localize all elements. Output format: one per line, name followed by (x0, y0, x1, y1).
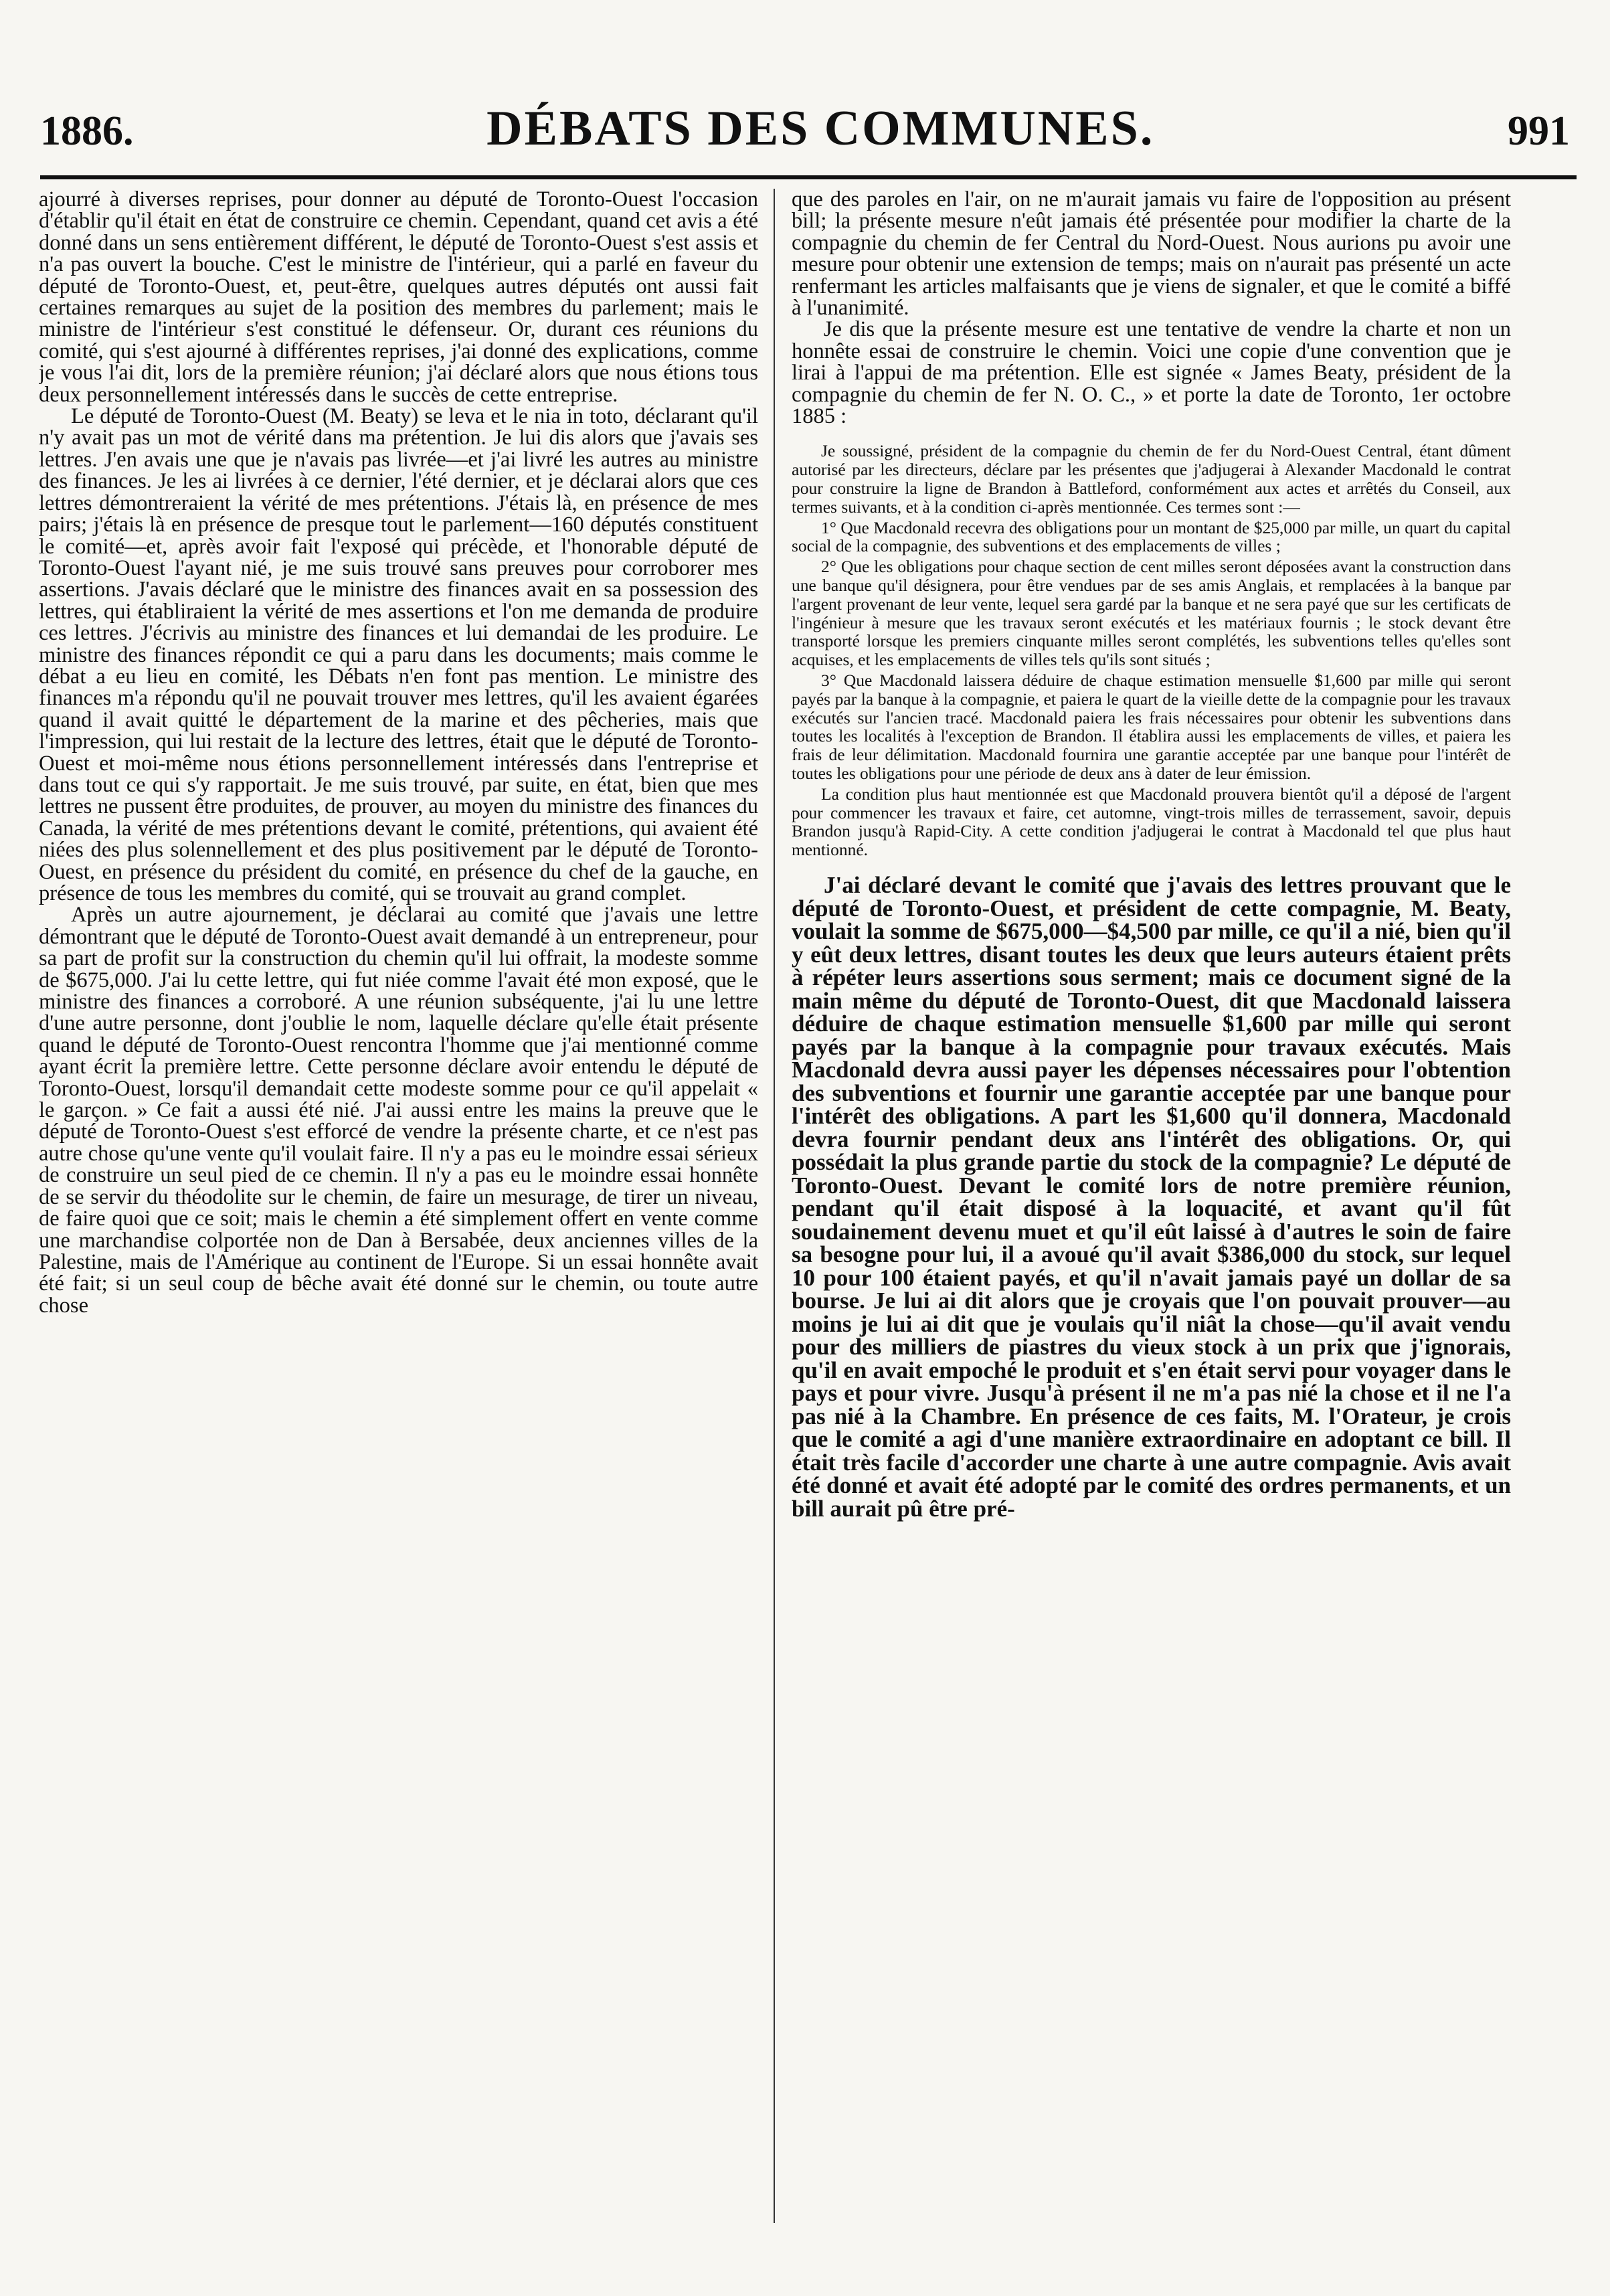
left-paragraph-3: Après un autre ajournement, je déclarai au comité que j'avais une lettre démontrant que le député de Toronto-Ouest avait demandé à un entrepreneur, pour sa part de profit sur la construction du chemin qu'il lui offrait, la modeste somme de $675,000. J'ai lu cette lettre, qui fut niée comme l'avait été mon exposé, que le ministre des finances a corroboré. A une réunion subséquente, j'ai lu une lettre d'une autre personne, dont j'oublie le nom, laquelle déclare qu'elle était présente quand le député de Toronto-Ouest rencontra l'homme que j'ai mentionné comme ayant écrit la première lettre. Cette personne déclare avoir entendu le député de Toronto-Ouest, lorsqu'il demandait cette modeste somme pour ce qu'il appelait « le garçon. » Ce fait a aussi été nié. J'ai aussi entre les mains la preuve que le député de Toronto-Ouest s'est efforcé de vendre la présente charte, et ce n'est pas autre chose qu'une vente qu'il voulait faire. Il n'y a pas eu le moindre essai sérieux de construire un seul pied de ce chemin. Il n'y a pas eu le moindre essai honnête de se servir du théodolite sur le chemin, de faire un mesurage, de tirer un niveau, de faire quoi que ce soit; mais le chemin a été simplement offert en vente comme une marchandise colportée non de Dan à Bersabée, deux anciennes villes de la Palestine, mais de l'Amérique au continent de l'Europe. Si un essai honnête avait été fait; si un seul coup de bêche avait été donné sur le chemin, ou toute autre chose (39, 903, 758, 1318)
page-number: 991 (1508, 108, 1570, 154)
quoted-agreement (792, 442, 1511, 859)
page-year: 1886. (40, 108, 134, 154)
left-paragraph-1: ajourré à diverses reprises, pour donner au député de Toronto-Ouest l'occasion d'établir qu'il était en état de construire ce chemin. Cependant, quand cet avis a été donné dans un sens entièrement différent, le député de Toronto-Ouest s'est assis et n'a pas ouvert la bouche. C'est le ministre de l'intérieur, qui a parlé en faveur du député de Toronto-Ouest, et, peut-être, quelques autres députés ont aussi fait certaines remarques au sujet de la position des membres du parlement; mais le ministre de l'intérieur s'est constitué le défenseur. Or, durant ces réunions du comité, qui s'est ajourné à différentes reprises, j'ai donné des explications, comme je vous l'ai dit, lors de la première réunion; j'ai déclaré alors que nous étions tous deux personnellement intéressés dans le succès de cette entreprise. (39, 189, 758, 407)
left-column (39, 189, 758, 2230)
page-header (40, 100, 1570, 174)
column-divider (774, 189, 775, 2223)
quote-paragraph-1: Je soussigné, président de la compagnie du chemin de fer du Nord-Ouest Central, étant dûment autorisé par les directeurs, déclare par les présentes que j'adjugerai à Alexander Macdonald le contrat pour construire la ligne de Brandon à Battleford, conformément aux actes et arrêtés du Conseil, aux termes suivants, et à la condition ci-après mentionnée. Ces termes sont :— (792, 441, 1511, 517)
running-title: DÉBATS DES COMMUNES. (486, 101, 1155, 156)
right-paragraph-3: J'ai déclaré devant le comité que j'avais des lettres prouvant que le député de Toronto-Ouest, et président de cette compagnie, M. Beaty, voulait la somme de $675,000—$4,500 par mille, ce qu'il a nié, bien qu'il y eût deux lettres, disant toutes les deux que leurs auteurs étaient prêts à répéter leurs assertions sous serment; mais ce document signé de la main même du député de Toronto-Ouest, dit que Macdonald laissera déduire de chaque estimation mensuelle $1,600 par mille qui seront payés par la banque à la compagnie pour travaux exécutés. Mais Macdonald devra aussi payer les dépenses nécessaires pour l'obtention des subventions et fournir une garantie acceptée par une banque pour l'intérêt des obligations. A part les $1,600 qu'il donnera, Macdonald devra fournir pendant deux ans l'intérêt des obligations. Or, qui possédait la plus grande partie du stock de la compagnie? Le député de Toronto-Ouest. Devant le comité lors de notre première réunion, pendant qu'il était disposé à la loquacité, et avant qu'il fût soudainement devenu muet et qu'il eût laissé à d'autres le soin de faire sa besogne pour lui, il a avoué qu'il avait $386,000 du stock, sur lequel 10 pour 100 étaient payés, et qu'il n'avait jamais payé un dollar de sa bourse. Je lui ai dit alors que je croyais que l'on pouvait prouver—au moins je lui ai dit que je voulais qu'il niât la chose—qu'il avait vendu pour des milliers de piastres du vieux stock à un prix que j'ignorais, qu'il en avait empoché le produit et s'en était servi pour voyager dans le pays et pour vivre. Jusqu'à présent il ne m'a pas nié la chose et il ne l'a pas nié à la Chambre. En présence de ces faits, M. l'Orateur, je crois que le comité a agi d'une manière extraordinaire en adoptant ce bill. Il était très facile d'accorder une charte à une autre compagnie. Avis avait été donné et avait été adopté par le comité des ordres permanents, et un bill aurait pû être pré- (792, 872, 1511, 1522)
right-column (792, 189, 1511, 2230)
right-paragraph-1: que des paroles en l'air, on ne m'aurait jamais vu faire de l'opposition au présent bill; la présente mesure n'eût jamais été présentée pour modifier la charte de la compagnie du chemin de fer Central du Nord-Ouest. Nous aurions pu avoir une mesure pour obtenir une extension de temps; mais on n'aurait pas présenté un acte renfermant les articles malfaisants que je viens de signaler, et que le comité a biffé à l'unanimité. (792, 189, 1511, 321)
header-rule (40, 175, 1577, 179)
left-paragraph-2: Le député de Toronto-Ouest (M. Beaty) se leva et le nia in toto, déclarant qu'il n'y avait pas un mot de vérité dans ma prétention. Je lui dis alors que j'avais ses lettres. J'en avais une que je n'avais pas livrée—et j'ai livré les autres au ministre des finances. Je les ai livrées à ce dernier, l'été dernier, et je déclarai alors que ces lettres démontreraient la vérité de mes prétentions. J'étais là, en présence de mes pairs; j'étais là en présence de presque tout le parlement—160 députés constituent le comité—et, après avoir fait l'exposé qui précède, et l'honorable député de Toronto-Ouest l'ayant nié, je me suis trouvé sans preuves pour corroborer mes assertions. J'avais déclaré que le ministre des finances avait en sa possession des lettres, qui établiraient la vérité de mes assertions et l'on me demanda de produire ces lettres. J'écrivis au ministre des finances et lui demandai de les produire. Le ministre des finances répondit ce qui a paru dans les documents; mais comme le débat a eu lieu en comité, les Débats n'en font pas mention. Le ministre des finances m'a répondu qu'il ne pouvait trouver mes lettres, qu'il les avaient égarées quand il avait quitté le département de la marine et des pêcheries, mais que l'impression, qui lui restait de la lecture des lettres, était que le député de Toronto-Ouest et moi-même nous étions personnellement intéressés dans l'entreprise et dans tout ce qui s'y rapportait. Je me suis trouvé, par suite, en état, bien que mes lettres ne pussent être produites, de prouver, au moyen du ministre des finances du Canada, la vérité de mes prétentions devant le comité, prétentions, qui avaient été niées des plus solennellement et des plus positivement par le député de Toronto-Ouest, en présence du président du comité, en présence du chef de la gauche, en présence de tous les membres du comité, qui se trouvait au grand complet. (39, 404, 758, 905)
right-after-quote (792, 874, 1511, 1520)
right-paragraph-2: Je dis que la présente mesure est une tentative de vendre la charte et non un honnête essai de construire le chemin. Voici une copie d'une convention que je lirai à l'appui de ma prétention. Elle est signée « James Beaty, président de la compagnie du chemin de fer N. O. C., » et porte la date de Toronto, 1er octobre 1885 : (792, 317, 1511, 429)
quote-paragraph-2: 1° Que Macdonald recevra des obligations pour un montant de $25,000 par mille, un quart du capital social de la compagnie, des subventions et des emplacements de villes ; (792, 517, 1511, 556)
quote-paragraph-3: 2° Que les obligations pour chaque section de cent milles seront déposées avant la construction dans une banque qu'il désignera, pour être vendues par de ses amis Anglais, et remplacées à la banque par l'argent provenant de leur vente, lequel sera gardé par la banque et ne sera payé que sur les certificats de l'ingénieur à mesure que les travaux seront exécutés et les matériaux fournis ; le stock devant être transporté lorsque les premiers cinquante milles seront complétés, les subventions telles qu'elles sont acquises, et les emplacements de villes tels qu'ils sont situés ; (792, 557, 1511, 670)
quote-paragraph-5: La condition plus haut mentionnée est que Macdonald prouvera bientôt qu'il a déposé de l'argent pour commencer les travaux et faire, cet automne, vingt-trois milles de terrassement, savoir, depuis Brandon jusqu'à Rapid-City. A cette condition j'adjugerai le contrat à Macdonald tel que plus haut mentionné. (792, 784, 1511, 860)
quote-paragraph-4: 3° Que Macdonald laissera déduire de chaque estimation mensuelle $1,600 par mille qui seront payés par la banque à la compagnie, et paiera le quart de la vieille dette de la compagnie pour les travaux exécutés sur l'ancien tracé. Macdonald paiera les frais nécessaires pour obtenir les subventions dans toutes les localités à l'exception de Brandon. Il établira aussi les emplacements de villes, et paiera les frais de leur délimitation. Macdonald fournira une garantie acceptée par une banque pour l'intérêt de toutes les obligations pour une période de deux ans à dater de leur émission. (792, 671, 1511, 784)
